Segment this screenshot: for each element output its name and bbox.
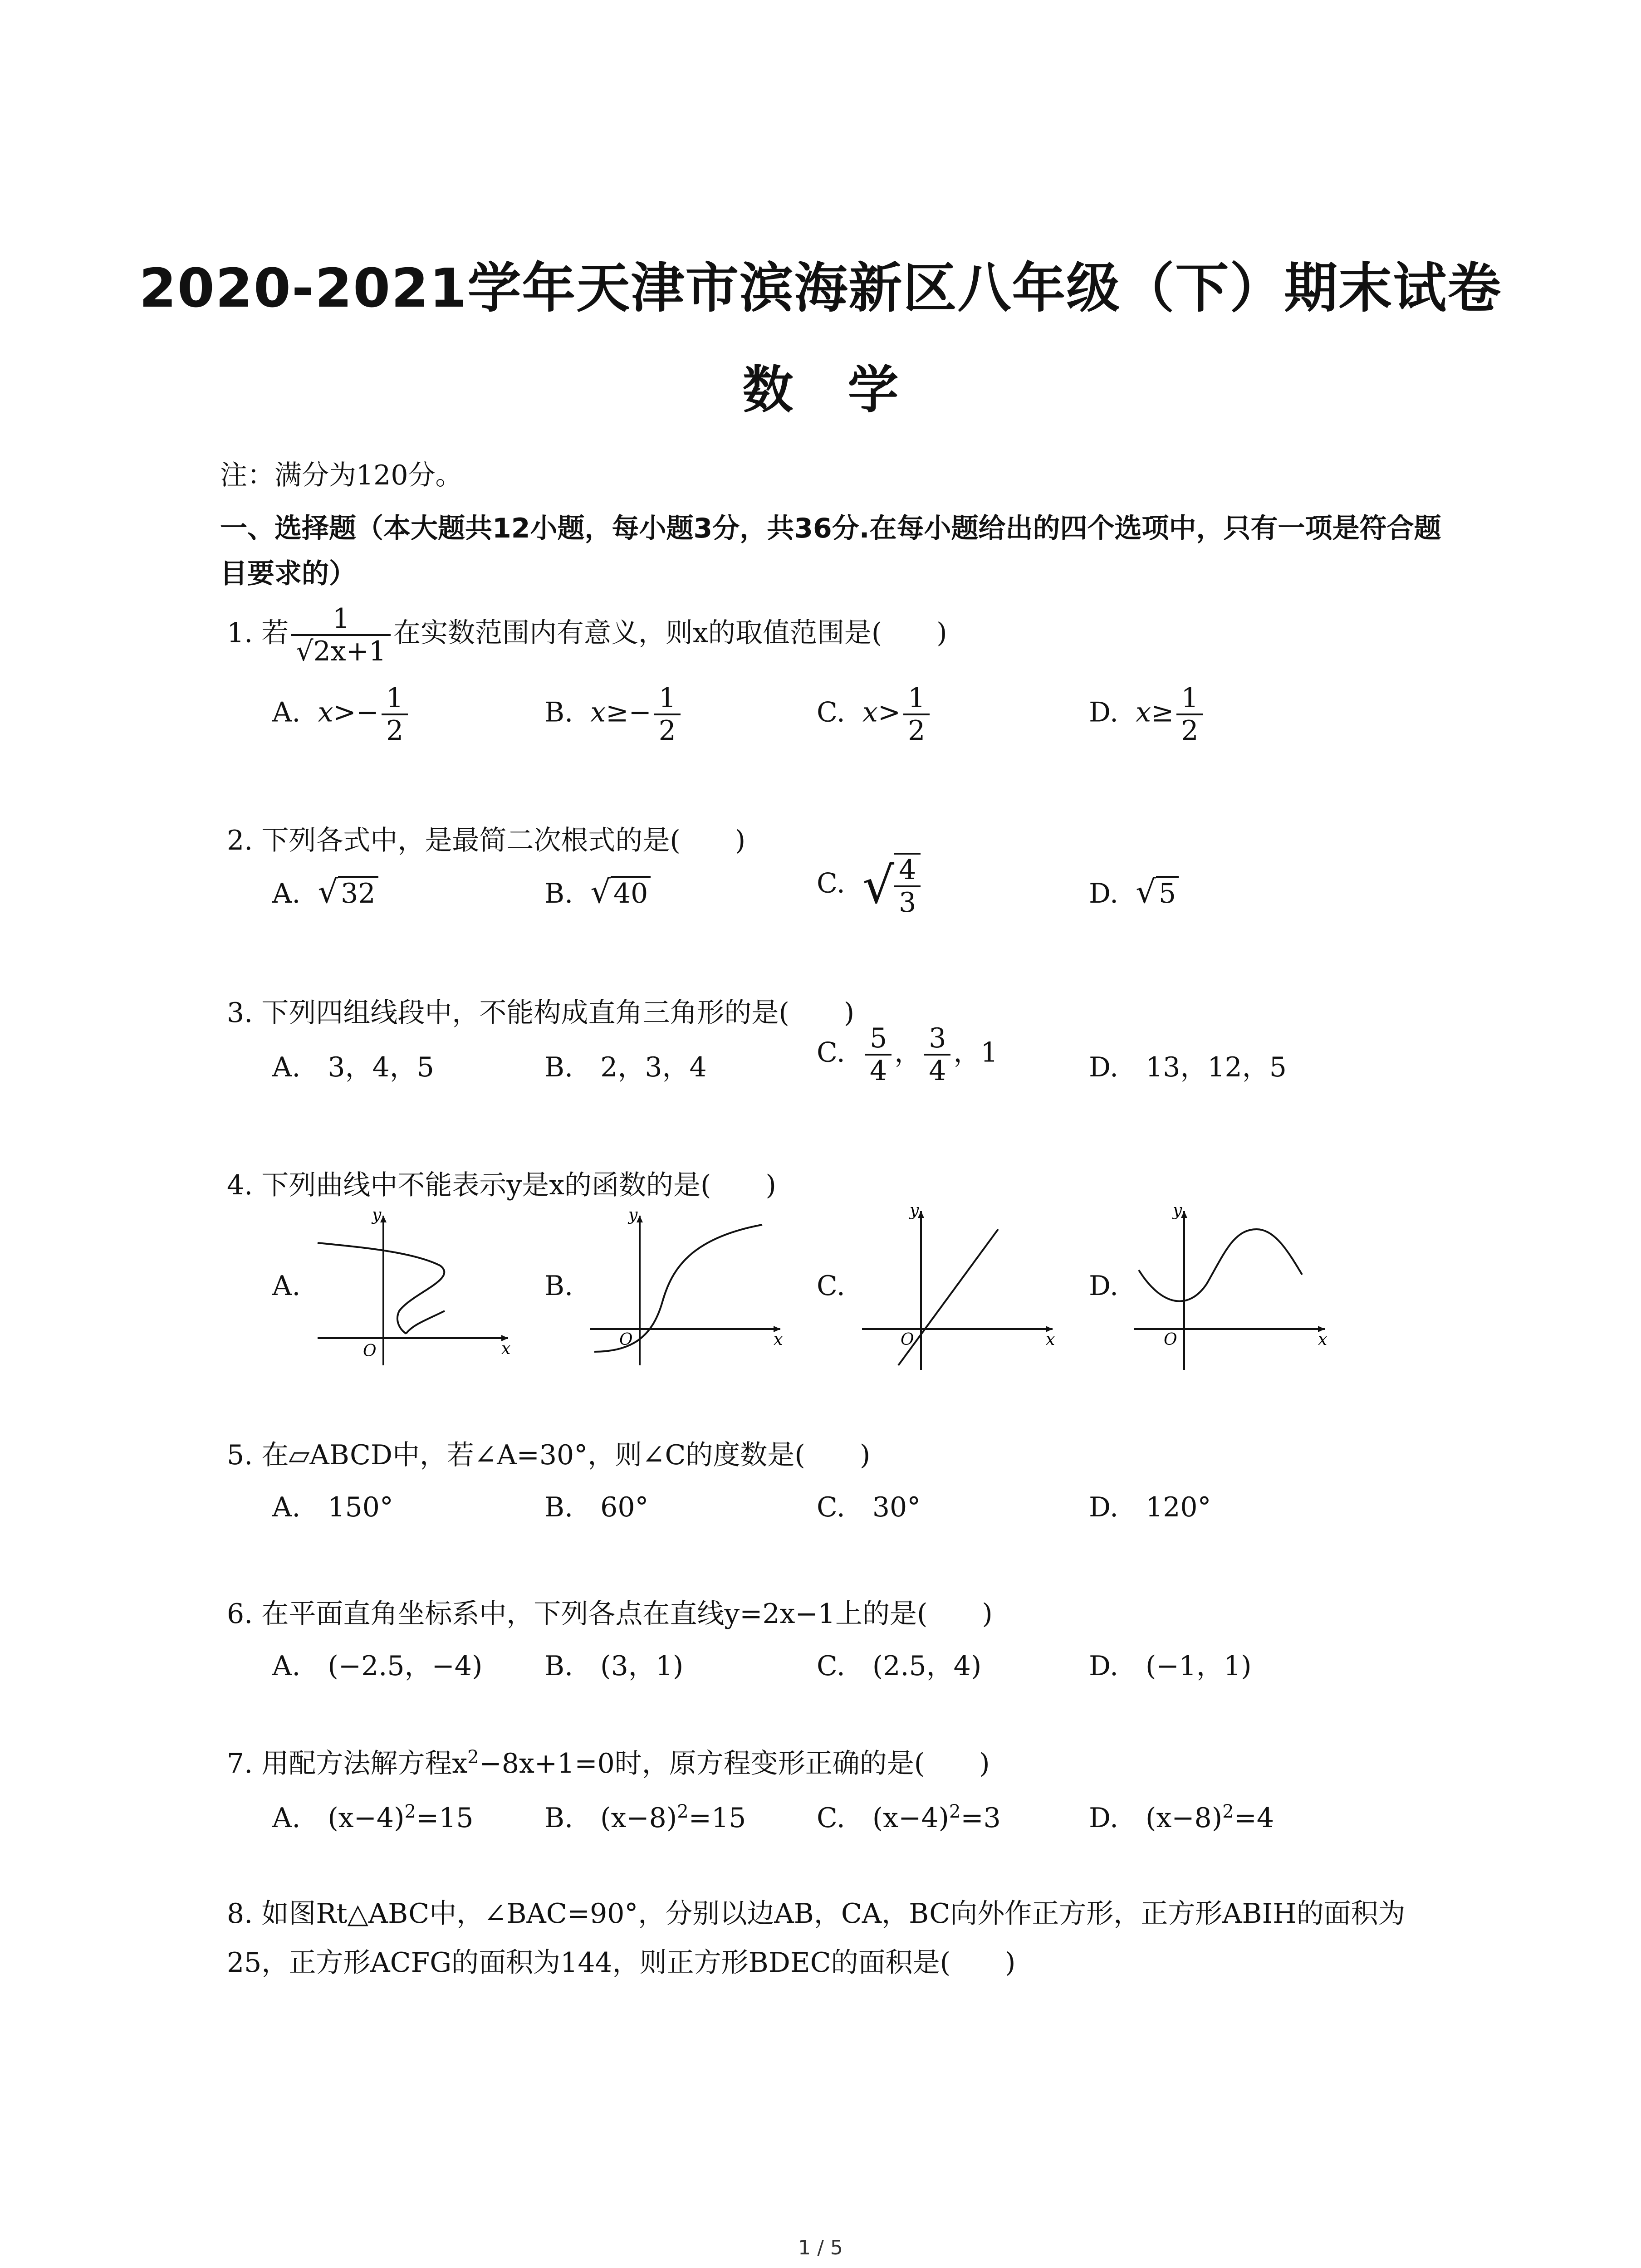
q1-a-frac [382, 683, 408, 746]
q4-graph-a[interactable] [309, 1207, 517, 1370]
q7-b-sup: 2 [677, 1801, 689, 1822]
q4-graph-b[interactable] [581, 1207, 789, 1370]
q1-frac-num: 1 [332, 603, 350, 635]
q2-d-sqrt: √ 5 [1136, 873, 1179, 910]
question-3: 3. 下列四组线段中，不能构成直角三角形的是( ) [227, 997, 855, 1029]
score-note: 注：满分为120分。 [220, 459, 463, 491]
q2-c-den: 3 [894, 885, 921, 918]
q2-a-sqrt: √ 32 [318, 873, 378, 910]
q2-option-c[interactable] [817, 853, 923, 918]
q6-option-d[interactable]: D. (−1，1) [1089, 1650, 1252, 1682]
question-7 [227, 1742, 990, 1781]
q4-graph-d[interactable] [1125, 1202, 1334, 1374]
graph-origin-label: O [619, 1330, 633, 1349]
q1-c-num: 1 [908, 682, 926, 714]
q7-b-pre: B. (x−8) [544, 1802, 677, 1834]
q1-option-c[interactable] [817, 683, 932, 746]
q3-c-frac1 [865, 1023, 892, 1086]
q6-option-c[interactable]: C. (2.5，4) [817, 1650, 982, 1682]
graph-y-axis-label: y [372, 1207, 382, 1224]
q7-text-post: −8x+1=0时，原方程变形正确的是( ) [479, 1748, 990, 1779]
q1-a-label: A. [272, 696, 301, 728]
section-heading: 一、选择题（本大题共12小题，每小题3分，共36分.在每小题给出的四个选项中，只有一项是符合题目要求的） [220, 513, 1441, 590]
q1-b-label: B. [544, 696, 573, 728]
q5-option-a[interactable]: A. 150° [272, 1491, 393, 1523]
q1-a-den: 2 [382, 714, 408, 746]
q3-c-frac2 [924, 1023, 950, 1086]
q1-a-text: x>− [318, 696, 379, 728]
q4-option-a-label[interactable]: A. [272, 1270, 301, 1302]
q7-b-post: =15 [688, 1802, 746, 1834]
q3-option-a[interactable]: A. 3，4，5 [272, 1051, 434, 1083]
q2-b-label: B. [544, 878, 573, 909]
q2-b-val: 40 [611, 876, 651, 909]
question-8: 8. 如图Rt△ABC中，∠BAC=90°，分别以边AB，CA，BC向外作正方形，正方形ABIH的面积为25，正方形ACFG的面积为144，则正方形BDEC的面积是( ) [227, 1898, 1406, 1979]
q4-option-c-label[interactable]: C. [817, 1270, 845, 1302]
graph-x-axis-label: x [501, 1339, 511, 1358]
q4-option-d-label[interactable]: D. [1089, 1270, 1119, 1302]
question-5: 5. 在▱ABCD中，若∠A=30°，则∠C的度数是( ) [227, 1439, 871, 1471]
q7-sup: 2 [467, 1747, 479, 1768]
q1-a-num: 1 [386, 682, 404, 714]
q3-c-n2: 3 [929, 1022, 946, 1054]
q1-frac-den-text: 2x+1 [313, 635, 387, 667]
question-4: 4. 下列曲线中不能表示y是x的函数的是( ) [227, 1169, 776, 1201]
q3-c-d2: 4 [924, 1054, 950, 1086]
q7-text-pre: 7. 用配方法解方程x [227, 1748, 468, 1779]
q2-option-b[interactable] [544, 873, 651, 910]
q1-c-frac [903, 683, 930, 746]
q7-a-pre: A. (x−4) [272, 1802, 405, 1834]
q1-option-d[interactable] [1089, 683, 1206, 746]
q7-option-a[interactable] [272, 1796, 474, 1835]
page-subtitle: 数学 [742, 361, 953, 420]
q2-c-label: C. [817, 867, 845, 899]
q1-suffix: 在实数范围内有意义，则x的取值范围是( ) [393, 617, 947, 649]
q6-option-a[interactable]: A. (−2.5，−4) [272, 1650, 483, 1682]
graph-x-axis-label: x [774, 1330, 783, 1349]
q1-d-text: x≥ [1136, 696, 1174, 728]
q2-a-label: A. [272, 878, 301, 909]
q1-c-text: x> [862, 696, 901, 728]
q1-b-text: x≥− [590, 696, 652, 728]
q7-c-sup: 2 [949, 1801, 961, 1822]
q6-option-b[interactable]: B. (3，1) [544, 1650, 684, 1682]
q7-a-post: =15 [416, 1802, 474, 1834]
q3-c-d1: 4 [865, 1054, 892, 1086]
graph-x-axis-label: x [1318, 1330, 1327, 1349]
q1-c-label: C. [817, 696, 845, 728]
q3-option-b[interactable]: B. 2，3，4 [544, 1051, 707, 1083]
q1-option-b[interactable] [544, 683, 683, 746]
q1-b-den: 2 [654, 714, 681, 746]
q2-d-label: D. [1089, 878, 1119, 909]
q5-option-d[interactable]: D. 120° [1089, 1491, 1211, 1523]
graph-y-axis-label: y [628, 1207, 638, 1224]
q7-option-b[interactable] [544, 1796, 746, 1835]
q1-fraction [291, 603, 391, 667]
q5-option-b[interactable]: B. 60° [544, 1491, 649, 1523]
q1-d-den: 2 [1176, 714, 1203, 746]
q7-d-pre: D. (x−8) [1089, 1802, 1223, 1834]
page-number: 1 / 5 [798, 2236, 843, 2259]
q2-c-num: 4 [899, 854, 916, 886]
q1-prefix: 1. 若 [227, 617, 289, 649]
q3-c-n1: 5 [870, 1022, 887, 1054]
q3-option-c[interactable]: C. $\frac{5}{4}$ ， $\frac{3}{4}$ ，1 [817, 1022, 998, 1087]
q1-c-den: 2 [903, 714, 930, 746]
q5-option-c[interactable]: C. 30° [817, 1491, 921, 1523]
q2-option-d[interactable] [1089, 873, 1179, 910]
q3-c-tail: ，1 [953, 1036, 998, 1069]
graph-origin-label: O [901, 1330, 914, 1349]
q2-d-val: 5 [1156, 876, 1179, 909]
q1-d-frac [1176, 683, 1203, 746]
graph-origin-label: O [1164, 1330, 1177, 1349]
q2-c-sqrt: √ $\frac{4}{3}$ [862, 853, 923, 918]
question-6: 6. 在平面直角坐标系中，下列各点在直线y=2x−1上的是( ) [227, 1598, 993, 1630]
q7-c-pre: C. (x−4) [817, 1802, 949, 1834]
q4-option-b-label[interactable]: B. [544, 1270, 573, 1302]
q7-option-c[interactable] [817, 1796, 1001, 1835]
q4-graph-c[interactable] [853, 1202, 1062, 1374]
q3-c-label: C. [817, 1036, 845, 1069]
question-1 [227, 603, 947, 667]
graph-origin-label: O [363, 1342, 377, 1360]
q2-a-val: 32 [338, 876, 378, 909]
question-2: 2. 下列各式中，是最简二次根式的是( ) [227, 825, 746, 856]
q1-b-frac [654, 683, 681, 746]
q1-b-num: 1 [658, 682, 676, 714]
q2-option-a[interactable] [272, 873, 378, 910]
graph-y-axis-label: y [910, 1202, 919, 1220]
q7-d-sup: 2 [1222, 1801, 1234, 1822]
graph-y-axis-label: y [1173, 1202, 1182, 1220]
q1-frac-den: √2x+1 [291, 634, 391, 667]
q1-option-a[interactable] [272, 683, 411, 746]
q1-d-label: D. [1089, 696, 1119, 728]
q1-d-num: 1 [1181, 682, 1199, 714]
q7-option-d[interactable] [1089, 1796, 1274, 1835]
q7-d-post: =4 [1234, 1802, 1274, 1834]
q2-c-frac [894, 853, 921, 918]
q7-c-post: =3 [960, 1802, 1001, 1834]
q3-option-d[interactable]: D. 13，12，5 [1089, 1051, 1287, 1083]
page-title: 2020-2021学年天津市滨海新区八年级（下）期末试卷 [139, 257, 1502, 319]
q7-a-sup: 2 [404, 1801, 416, 1822]
graph-x-axis-label: x [1046, 1330, 1055, 1349]
q2-b-sqrt: √ 40 [590, 873, 651, 910]
